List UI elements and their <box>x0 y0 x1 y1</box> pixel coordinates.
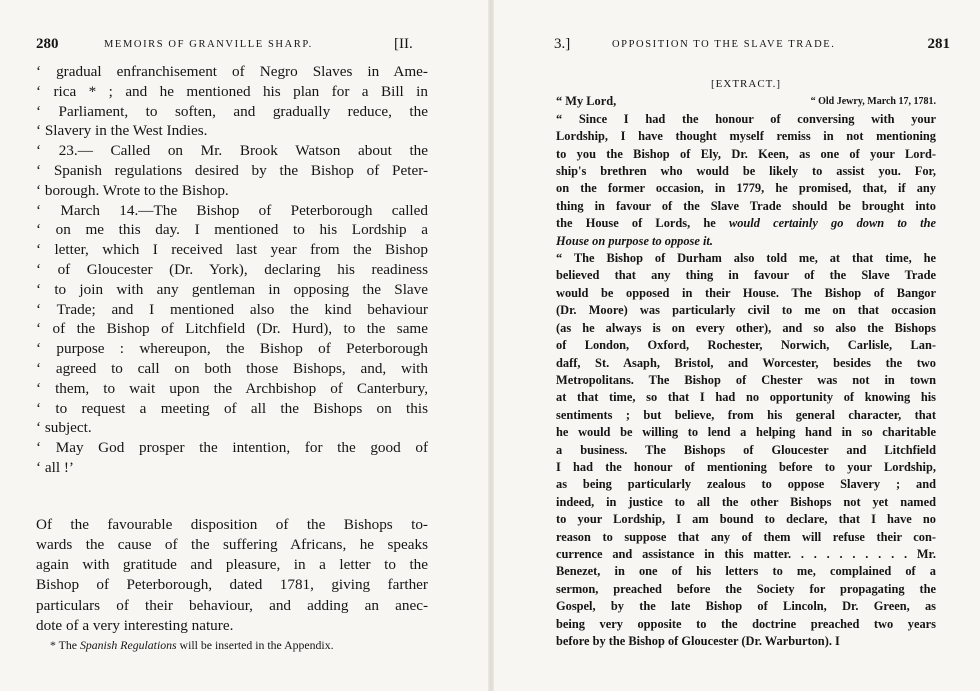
text-line: particulars of their behaviour, and adding an anec- <box>36 596 428 614</box>
text-line: ‘ of Gloucester (Dr. York), declaring his readiness <box>36 260 428 278</box>
text-line: ‘ 23.— Called on Mr. Brook Watson about the <box>36 142 428 160</box>
text-line: ship's brethren who would be likely to assist you. For, <box>556 164 936 179</box>
text-line: ‘ all !’ <box>36 458 74 476</box>
text-line: ‘ letter, which I received last year from the Bishop <box>36 241 428 259</box>
right-page-number: 281 <box>927 36 950 52</box>
text-line: ‘ March 14.—The Bishop of Peterborough called <box>36 201 428 219</box>
text-line: to you the Bishop of Ely, Dr. Keen, as one of your Lord- <box>556 146 936 161</box>
left-page-number: 280 <box>36 36 59 52</box>
text-line: ‘ on me this day. I mentioned to his Lordship a <box>36 221 428 239</box>
left-chapter-marker: [II. <box>394 36 413 52</box>
text-line: of London, Oxford, Rochester, Norwich, Carlisle, Lan- <box>556 338 936 353</box>
right-page-body <box>556 76 936 650</box>
left-narrative-paragraph <box>36 515 428 636</box>
text-line: “ Since I had the honour of conversing with your <box>556 111 936 126</box>
text-line: (Dr. Moore) was particularly civil to me on that occasion <box>556 303 936 318</box>
text-line: Lordship, I have thought myself remiss in not mentioning <box>556 129 936 144</box>
text-line: dote of a very interesting nature. <box>36 616 234 634</box>
text-line: sentiments ; but believe, from his general character, that <box>556 407 936 422</box>
text-line: ‘ May God prosper the intention, for the good of <box>36 439 428 457</box>
text-line: ‘ borough. Wrote to the Bishop. <box>36 181 229 199</box>
text-line: ‘ agreed to call on both those Bishops, and, with <box>36 359 428 377</box>
text-line: ‘ Parliament, to soften, and gradually reduce, the <box>36 102 428 120</box>
text-line: (as he always is on every other), and so also the Bishops <box>556 320 936 335</box>
footnote-mark: * The <box>50 638 80 652</box>
text-line: the House of Lords, he would certainly go down to the <box>556 216 936 231</box>
text-line: before by the Bishop of Gloucester (Dr. Warburton). I <box>556 634 840 648</box>
paragraph-gap <box>36 478 428 515</box>
right-page <box>494 0 980 691</box>
text-line: again with gratitude and pleasure, in a letter to the <box>36 556 428 574</box>
text-line: Gospel, by the late Bishop of Lincoln, Dr. Green, as <box>556 599 936 614</box>
extract-label: [EXTRACT.] <box>711 78 781 90</box>
text-line: ‘ Slavery in the West Indies. <box>36 122 208 140</box>
text-line: ‘ purpose : whereupon, the Bishop of Peterborough <box>36 340 428 358</box>
text-line: ‘ gradual enfranchisement of Negro Slaves in Ame- <box>36 63 428 80</box>
text-line: as being particularly zealous to oppose Slavery ; and <box>556 477 936 492</box>
text-line: Benezet, in one of his letters to me, complained of a <box>556 564 936 579</box>
letter-text <box>556 111 936 651</box>
text-line: ‘ to join with any gentleman in opposing the Slave <box>36 280 428 298</box>
left-page-body <box>36 62 428 636</box>
text-line: ‘ Spanish regulations desired by the Bishop of Peter- <box>36 161 428 179</box>
footnote-italic-title: Spanish Regulations <box>79 638 177 652</box>
text-line: reason to suppose that any of them will refuse their con- <box>556 529 936 544</box>
text-line: would be opposed in their House. The Bishop of Bangor <box>556 285 936 300</box>
text-line: to your Lordship, I am bound to declare, that I have no <box>556 512 936 527</box>
text-line: ‘ them, to wait upon the Archbishop of Canterbury, <box>36 379 428 397</box>
text-line: being very opposite to the doctrine preached two years <box>556 616 936 631</box>
text-line: daff, St. Asaph, Bristol, and Worcester, besides the two <box>556 355 936 370</box>
text-line: Bishop of Peterborough, dated 1781, giving farther <box>36 576 428 594</box>
text-line: ‘ rica * ; and he mentioned his plan for a Bill in <box>36 82 428 100</box>
text-line: on the former occasion, in 1779, he promised, that, if any <box>556 181 936 196</box>
footnote-text: will be inserted in the Appendix. <box>176 638 334 652</box>
text-line: thing in favour of the Slave Trade should be brought into <box>556 198 936 213</box>
text-line: Metropolitans. The Bishop of Chester was not in town <box>556 372 936 387</box>
text-line: House on purpose to oppose it. <box>556 233 713 248</box>
text-line: sermon, preached before the Society for propagating the <box>556 581 936 596</box>
text-line: ‘ subject. <box>36 419 92 437</box>
text-line: indeed, in justice to all the other Bishops not yet named <box>556 494 936 509</box>
text-line: he would be willing to lend a helping hand in so charitable <box>556 425 936 440</box>
left-quoted-diary <box>36 62 428 478</box>
text-line: wards the cause of the suffering Africans, he speaks <box>36 535 428 553</box>
left-running-head: MEMOIRS OF GRANVILLE SHARP. <box>104 39 313 50</box>
text-line: ‘ Trade; and I mentioned also the kind behaviour <box>36 300 428 318</box>
text-line: “ The Bishop of Durham also told me, at that time, he <box>556 251 936 266</box>
salutation: “ My Lord, <box>556 94 617 109</box>
text-line: Of the favourable disposition of the Bishops to- <box>36 515 428 533</box>
text-line: currence and assistance in this matter. . . . . . . . . . Mr. <box>556 546 936 561</box>
footnote <box>50 638 430 653</box>
text-line: ‘ to request a meeting of all the Bishops on this <box>36 399 428 417</box>
text-line: I had the honour of mentioning before to your Lordship, <box>556 459 936 474</box>
right-running-head: OPPOSITION TO THE SLAVE TRADE. <box>612 39 836 50</box>
text-line: a business. The Bishops of Gloucester and Litchfield <box>556 442 936 457</box>
letter-dateline: “ Old Jewry, March 17, 1781. <box>810 96 936 108</box>
left-page <box>0 0 488 691</box>
letter-salutation-row <box>556 93 936 110</box>
text-line: believed that any thing in favour of the Slave Trade <box>556 268 936 283</box>
right-chapter-marker: 3.] <box>554 36 571 52</box>
text-line: ‘ of the Bishop of Litchfield (Dr. Hurd), to the same <box>36 320 428 338</box>
text-line: at that time, so that I had no opportunity of knowing his <box>556 390 936 405</box>
